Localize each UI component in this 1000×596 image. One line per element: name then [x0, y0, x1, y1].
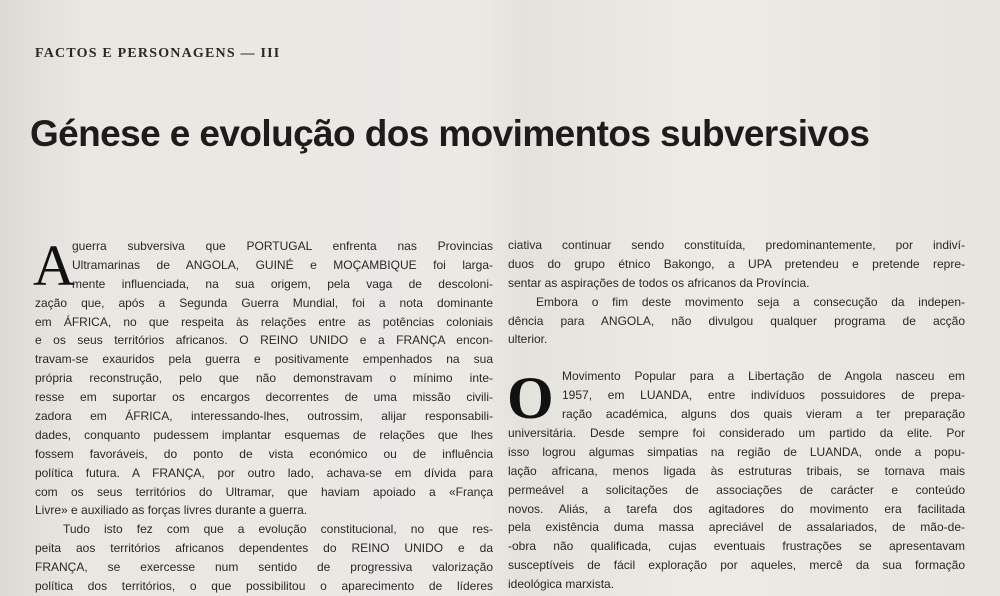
text-line: sentar as aspirações de todos os africanos da Província.	[508, 275, 810, 290]
section-header: FACTOS E PERSONAGENS — III	[35, 46, 281, 61]
text-line: com os seus territórios do Ultramar, que haviam apoiado a «França	[35, 484, 493, 499]
text-line: FRANÇA, se exercesse num sentido de progressiva valorização	[35, 560, 493, 575]
text-line: fossem favoráveis, do ponto de vista económico ou de influência	[35, 446, 493, 461]
paragraph	[33, 233, 493, 520]
text-line: Tudo isto fez com que a evolução constitucional, no que res-	[63, 522, 493, 537]
text-line: isso logrou algumas simpatias na região de LUANDA, onde a popu-	[508, 444, 965, 459]
text-line: guerra subversiva que PORTUGAL enfrenta nas Provincias	[72, 239, 493, 253]
text-line: 1957, em LUANDA, entre indivíduos possuidores de prepa-	[562, 388, 965, 403]
drop-cap: A	[33, 233, 75, 298]
text-line: ciativa continuar sendo constituída, predominantemente, por indiví-	[508, 238, 965, 252]
article-title: Génese e evolução dos movimentos subversivos	[30, 113, 870, 154]
paragraph	[35, 520, 493, 596]
text-line: duos do grupo étnico Bakongo, a UPA pretendeu e pretende repre-	[508, 256, 965, 271]
text-line: pela existência duma massa apreciável de assalariados, de mão-de-	[508, 520, 965, 535]
text-line: permeável a solicitações de associações de carácter e conteúdo	[508, 482, 965, 497]
text-line: e os seus territórios africanos. O REINO UNIDO e a FRANÇA encon-	[35, 333, 493, 348]
text-line: dência para ANGOLA, não divulgou qualquer programa de acção	[508, 313, 965, 328]
text-line: universitária. Desde sempre foi considerado um partido da elite. Por	[508, 426, 965, 441]
text-line: em ÁFRICA, no que respeita às relações entre as potências coloniais	[35, 314, 493, 329]
text-line: travam-se exauridos pela guerra e positivamente empenhados na sua	[35, 352, 493, 367]
text-line: ulterior.	[508, 332, 548, 347]
text-line: dades, conquanto pudessem implantar esquemas de relações que lhes	[35, 427, 493, 442]
text-line: política dos territórios, o que possibilitou o aparecimento de líderes	[35, 579, 493, 594]
text-line: novos. Aliás, a tarefa dos agitadores do movimento era facilitada	[508, 501, 965, 516]
right-column	[508, 236, 965, 594]
text-line: Movimento Popular para a Libertação de Angola nasceu em	[562, 369, 965, 384]
paragraph	[508, 293, 965, 350]
paragraph	[508, 367, 965, 594]
text-line: resse em suportar os encargos decorrentes de uma missão civili-	[35, 390, 493, 405]
left-column	[33, 233, 493, 596]
text-line: susceptíveis de fácil exploração por aqueles, mercê da sua formação	[508, 558, 965, 573]
text-line: Livre» e auxiliado as forças livres durante a guerra.	[35, 503, 308, 518]
text-line: ração académica, alguns dos quais vieram a ter preparação	[562, 407, 965, 422]
text-line: peita aos territórios africanos dependentes do REINO UNIDO e da	[35, 541, 493, 556]
text-line: ideológica marxista.	[508, 577, 615, 592]
drop-cap: O	[507, 365, 554, 431]
paragraph	[508, 236, 965, 293]
text-line: política futura. A FRANÇA, por outro lado, achava-se em dívida para	[35, 465, 493, 480]
text-line: zação que, após a Segunda Guerra Mundial, foi a nota dominante	[35, 295, 493, 310]
text-line: zadora em ÁFRICA, interessando-lhes, outrossim, alijar responsabili-	[35, 409, 493, 424]
text-line: Ultramarinas de ANGOLA, GUINÉ e MOÇAMBIQUE foi larga-	[72, 257, 493, 272]
text-line: própria reconstrução, pelo que não demonstravam o mínimo inte-	[35, 371, 493, 386]
text-line: Embora o fim deste movimento seja a consecução da indepen-	[536, 294, 965, 309]
text-line: lação africana, menos ligada às estruturas tribais, se tornava mais	[508, 463, 965, 478]
text-line: mente influenciada, na sua origem, pela vaga de descoloni-	[72, 276, 493, 291]
text-line: -obra não qualificada, cujas eventuais frustrações se apresentavam	[508, 539, 965, 554]
